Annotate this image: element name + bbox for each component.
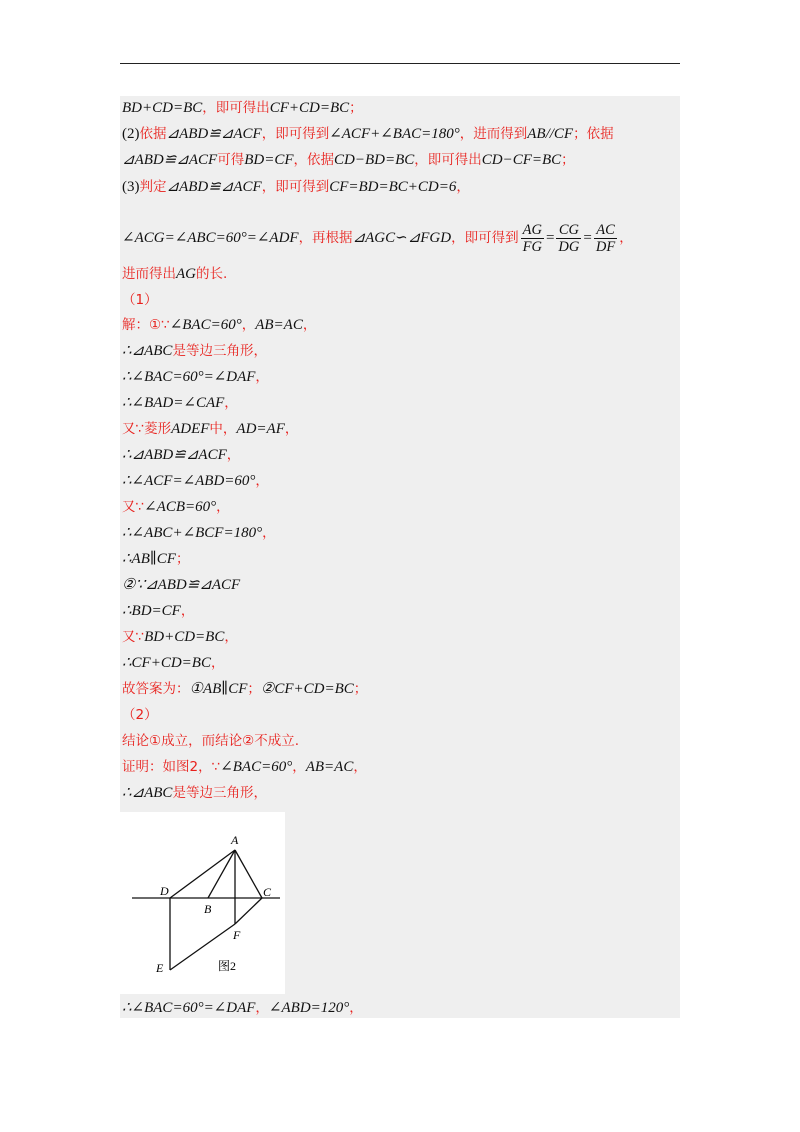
math: ∴⊿ABC [122,343,173,359]
math: (3) [122,179,140,195]
text: ， [353,759,367,775]
line-ac [235,850,262,898]
math: BD=CF [244,152,294,168]
text: 的长. [196,266,228,282]
text: ，即可得到 [261,179,330,195]
numerator: AG [522,222,542,239]
math: AB//CF [527,126,574,142]
text: ， [292,759,306,775]
text: 依据 [139,126,167,142]
text: ； [349,100,363,116]
math: ∴BD=CF [122,603,181,619]
line-1 [122,98,678,118]
text: 进而得出 [122,266,176,282]
numerator: CG [556,222,581,239]
text: ，即可得到 [261,126,330,142]
text: ， [619,230,633,246]
math: ∴∠ABC+∠BCF=180° [122,525,263,541]
line-25 [122,757,678,777]
text: 可得 [217,152,245,168]
text: 是等边三角形 [172,343,254,359]
math: ∴⊿ABC [122,785,173,801]
math: CD−BD=BC [334,152,415,168]
text: ， [284,421,299,437]
denominator: DG [558,239,580,256]
text: ， [349,1000,363,1016]
numerator: AC [594,222,617,239]
text: ，即可得到 [451,230,519,246]
math: ∴∠ACF=∠ABD=60° [122,473,256,489]
math: ⊿ABD≌⊿ACF [166,126,262,142]
math: CD−CF=BC [481,152,562,168]
text: ， [262,525,276,541]
denominator: DF [595,239,616,256]
text: ， [210,655,225,671]
text: ； [247,681,261,697]
math: AD=AF [236,421,285,437]
line-4 [122,177,678,197]
text: 是等边三角形 [172,785,254,801]
line-24 [122,731,678,751]
math: CF=BD=BC+CD=6 [329,179,457,195]
solution-content [120,96,680,1018]
geometry-figure-2 [120,812,285,994]
line-26 [122,783,678,803]
math: ∠ABD=120° [268,1000,350,1016]
text: ，即可得出 [202,100,270,116]
math: ∴CF+CD=BC [122,655,211,671]
math: ⊿ABD≌⊿ACF [122,152,218,168]
text: ， [226,447,241,463]
text: ； [353,681,368,697]
denominator: FG [522,239,542,256]
line-da [170,850,235,898]
math: ①AB∥CF [189,681,248,697]
label-b: B [204,902,212,916]
line-9 [122,341,678,361]
line-27 [122,998,678,1018]
text: 判定 [139,179,167,195]
text: 又∵ [122,499,145,515]
text: （1） [122,292,158,308]
math: ∠ACG=∠ABC=60°=∠ADF [122,230,299,246]
text: 中， [209,421,237,437]
text: ； [175,551,190,567]
math: BD+CD=BC [122,100,203,116]
label-d: D [160,884,169,898]
line-8 [122,315,678,335]
line-ab [208,850,235,898]
label-c: C [263,885,272,899]
math: ②∵ [122,577,145,593]
line-22 [122,679,678,699]
text: ，进而得到 [459,126,528,142]
equals: = [545,230,555,246]
text: ，即可得出 [414,152,482,168]
math: AG [176,266,196,282]
text: ； [561,152,575,168]
text: ， [255,473,269,489]
text: ， [216,499,230,515]
text: ， [224,395,238,411]
line-12 [122,419,678,439]
text: ， [302,317,317,333]
figure-svg [120,812,285,994]
text: 故答案为： [122,681,190,697]
math: ∠BAC=60° [169,317,242,333]
line-3 [122,150,678,170]
math: ⊿ABD≌⊿ACF [145,577,241,593]
math: ②CF+CD=BC [260,681,354,697]
text: ， [241,317,256,333]
math: ∠ACB=60° [144,499,217,515]
fraction-ag-fg [521,222,544,255]
math: ∠BAC=60° [220,759,293,775]
line-20 [122,627,678,647]
line-5 [122,220,678,256]
math: AB=AC [305,759,354,775]
text: ， [224,629,238,645]
text: ；依据 [573,126,614,142]
line-cf [235,898,262,924]
label-a: A [231,833,239,847]
line-2 [122,124,678,144]
math: ∴∠BAC=60°=∠DAF [122,369,256,385]
text: 证明：如图2，∵ [122,759,221,775]
line-21 [122,653,678,673]
line-11 [122,393,678,413]
text: 解：①∵ [122,317,170,333]
math: AB=AC [255,317,303,333]
text: ， [255,369,269,385]
line-19 [122,601,678,621]
text: ， [456,179,470,195]
math: ∴∠BAC=60°=∠DAF [122,1000,256,1016]
text: （2） [122,707,158,723]
math: ∴⊿ABD≌⊿ACF [122,447,227,463]
text: ， [180,603,195,619]
math: ⊿ABD≌⊿ACF [166,179,262,195]
text: ， [255,1000,269,1016]
math: ∠ACF+∠BAC=180° [329,126,460,142]
figure-caption: 图2 [218,959,237,973]
math: ⊿AGC∽⊿FGD [352,230,452,246]
label-f: F [233,928,241,942]
text: 又∵菱形 [122,421,172,437]
header-rule [120,63,680,64]
math: ADEF [171,421,210,437]
line-10 [122,367,678,387]
text: 又∵ [122,629,145,645]
line-15 [122,497,678,517]
line-14 [122,471,678,491]
text: ，依据 [293,152,334,168]
line-7 [122,290,678,310]
line-16 [122,523,678,543]
text: ，再根据 [298,230,353,246]
math: (2) [122,126,140,142]
math: ∴∠BAD=∠CAF [122,395,225,411]
math: BD+CD=BC [144,629,225,645]
text: 结论①成立，而结论②不成立. [122,733,299,749]
line-17 [122,549,678,569]
line-18 [122,575,678,595]
line-13 [122,445,678,465]
line-6 [122,264,678,284]
text: ， [253,785,267,801]
line-23 [122,705,678,725]
text: ， [253,343,267,359]
math: CF+CD=BC [269,100,350,116]
label-e: E [156,961,164,975]
math: ∴AB∥CF [122,551,176,567]
fraction-cg-dg [556,222,581,255]
fraction-ac-df [594,222,617,255]
equals: = [583,230,592,246]
